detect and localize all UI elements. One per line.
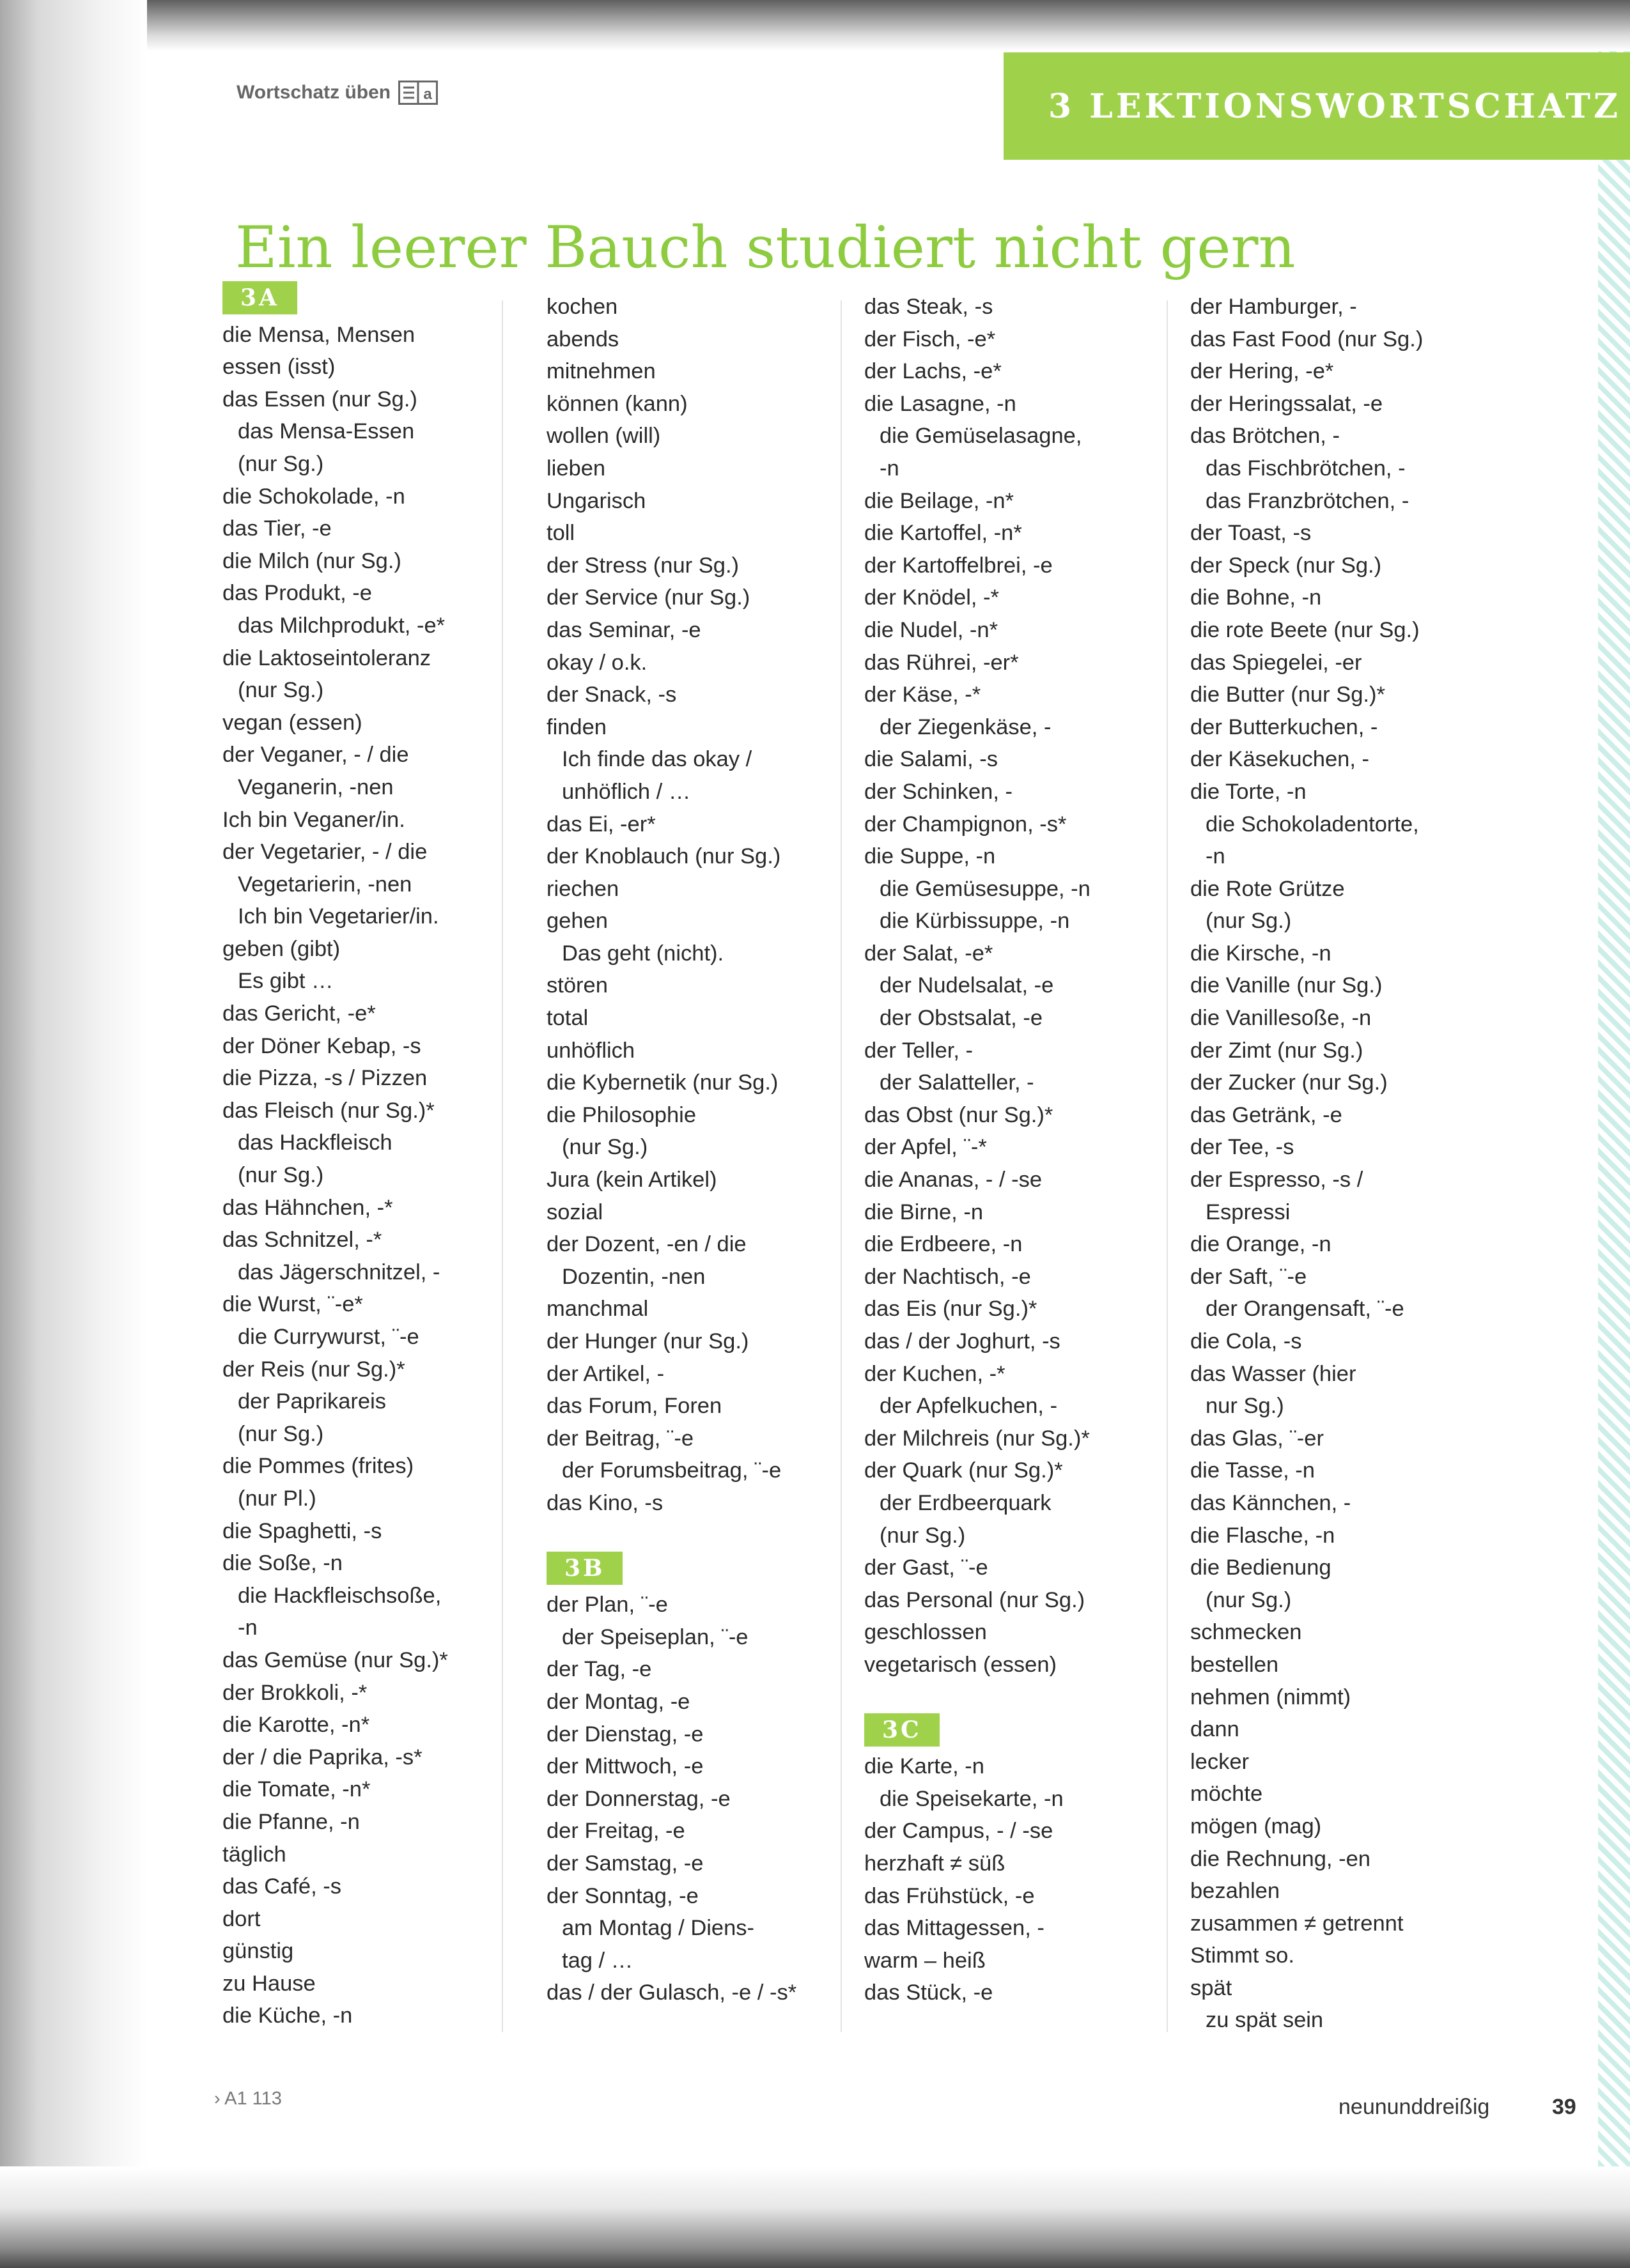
scan-shadow-top [0,0,1630,51]
header-label-text: Wortschatz üben [237,82,391,103]
vocab-entry: die Flasche, -n [1190,1523,1335,1548]
vocab-entry: der Toast, -s [1190,521,1312,546]
vocab-entry: das Glas, ¨-er [1190,1426,1324,1451]
vocab-entry: die Philosophie [547,1102,697,1127]
vocab-entry: das Wasser (hier [1190,1361,1356,1386]
vocab-entry: die Pizza, -s / Pizzen [222,1066,428,1091]
vocab-entry: wollen (will) [547,424,661,449]
vocab-entry: Das geht (nicht). [562,941,724,966]
vocab-entry: der Plan, ¨-e [547,1593,668,1617]
chapter-banner: 3 LEKTIONSWORTSCHATZ [1004,52,1630,160]
vocab-entry: die Bedienung [1190,1555,1331,1580]
section-badge: 3C [864,1713,940,1747]
vocab-entry: sozial [547,1200,603,1224]
vocab-entry: der Nudelsalat, -e [880,973,1054,998]
vocab-entry: geschlossen [864,1620,987,1645]
vocab-entry: das Kännchen, - [1190,1490,1351,1515]
vocab-entry: Es gibt … [238,969,334,994]
vocab-entry: können (kann) [547,391,688,416]
section-badge: 3A [222,281,297,314]
vocab-entry: die Currywurst, ¨-e [238,1325,419,1349]
vocab-entry: der Vegetarier, - / die [222,840,428,865]
vocab-entry: Stimmt so. [1190,1943,1294,1968]
vocab-entry: der Erdbeerquark [880,1490,1052,1515]
vocab-entry: das Hackfleisch [238,1130,392,1155]
vocab-entry: die Karotte, -n* [222,1713,370,1738]
vocab-entry: total [547,1006,589,1031]
vocab-entry: der Orangensaft, ¨-e [1206,1297,1404,1322]
vocab-entry: das Getränk, -e [1190,1102,1342,1127]
vocab-entry: der Saft, ¨-e [1190,1264,1307,1289]
vocab-entry: (nur Sg.) [238,678,324,703]
vocab-entry: essen (isst) [222,355,336,380]
vocab-entry: täglich [222,1842,286,1867]
vocab-entry: die Cola, -s [1190,1329,1302,1354]
vocab-column-2 [547,291,860,2009]
vocab-entry: stören [547,973,608,998]
vocab-entry: das / der Gulasch, -e / -s* [547,1980,797,2005]
vocab-entry: der Zimt (nur Sg.) [1190,1038,1363,1063]
vocab-entry: dort [222,1906,261,1931]
vocab-entry: nehmen (nimmt) [1190,1685,1351,1709]
vocab-entry: kochen [547,295,618,319]
vocab-entry: das Forum, Foren [547,1394,722,1419]
vocab-entry: die Schokoladentorte, [1206,812,1419,837]
vocab-entry: der Schinken, - [864,779,1013,804]
vocab-entry: das Brötchen, - [1190,424,1340,449]
vocab-entry: der Sonntag, -e [547,1883,699,1908]
page-edge-stripe [1598,51,1630,2166]
vocab-entry: der Freitag, -e [547,1819,685,1844]
vocab-entry: die Kirsche, -n [1190,941,1331,966]
vocab-entry: der Kartoffelbrei, -e [864,553,1053,578]
vocab-entry: die Torte, -n [1190,779,1307,804]
vocab-entry: der Salatteller, - [880,1070,1034,1095]
vocab-entry: nur Sg.) [1206,1394,1284,1419]
vocab-entry: tag / … [562,1948,633,1973]
vocab-entry: die Gemüsesuppe, -n [880,876,1091,901]
vocab-entry: manchmal [547,1297,649,1322]
vocab-entry: die Orange, -n [1190,1232,1331,1257]
vocab-entry: der Obstsalat, -e [880,1006,1043,1031]
vocab-entry: der Tag, -e [547,1657,652,1682]
vocab-entry: das Hähnchen, -* [222,1195,393,1220]
vocab-column-1 [222,281,536,2032]
page-number: 39 [1552,2095,1576,2119]
vocab-entry: (nur Sg.) [562,1135,648,1160]
vocab-entry: Ungarisch [547,488,646,513]
vocab-entry: der Nachtisch, -e [864,1264,1031,1289]
vocab-entry: die Suppe, -n [864,844,996,869]
vocab-entry: die Hackfleischsoße, [238,1583,442,1608]
vocab-entry: die Kürbissuppe, -n [880,909,1070,934]
vocab-entry: der Knödel, -* [864,585,999,610]
vocab-entry: die Beilage, -n* [864,488,1014,513]
vocab-entry: das Fischbrötchen, - [1206,456,1406,481]
vocab-entry: der Paprikareis [238,1389,387,1414]
vocab-entry: die Rechnung, -en [1190,1846,1370,1871]
vocab-entry: der Montag, -e [547,1689,690,1714]
vocab-entry: die Vanille (nur Sg.) [1190,973,1383,998]
vocab-entry: das Milchprodukt, -e* [238,613,446,638]
section-gap [547,1520,860,1552]
vocab-entry: der Apfelkuchen, - [880,1394,1058,1419]
vocab-entry: das Steak, -s [864,295,993,319]
vocab-entry: der Butterkuchen, - [1190,714,1378,739]
vocab-entry: der Dienstag, -e [547,1722,704,1747]
vocab-entry: der Apfel, ¨-* [864,1135,987,1160]
vocab-entry: mögen (mag) [1190,1814,1322,1839]
vocab-entry: das Rührei, -er* [864,650,1019,675]
vocab-entry: der Milchreis (nur Sg.)* [864,1426,1090,1451]
vocab-entry: der Hering, -e* [1190,359,1334,384]
vocab-entry: (nur Sg.) [1206,1587,1292,1612]
vocab-entry: der Zucker (nur Sg.) [1190,1070,1388,1095]
vocab-entry: der Döner Kebap, -s [222,1033,421,1058]
page-reference: › A1 113 [214,2088,282,2109]
vocabulary-book-icon [398,81,438,105]
vocab-entry: die Kartoffel, -n* [864,521,1022,546]
vocab-entry: zu spät sein [1206,2008,1324,2033]
vocab-entry: das Gemüse (nur Sg.)* [222,1647,448,1672]
vocab-entry: die Mensa, Mensen [222,322,415,347]
vocab-entry: -n [1206,844,1225,869]
page-number-word: neununddreißig [1339,2095,1490,2119]
vocab-entry: toll [547,521,575,546]
vocab-entry: das Essen (nur Sg.) [222,387,417,412]
vocab-entry: zu Hause [222,1971,316,1996]
vocab-entry: der Forumsbeitrag, ¨-e [562,1458,782,1483]
vocab-entry: der Tee, -s [1190,1135,1294,1160]
vocab-entry: der Teller, - [864,1038,974,1063]
vocab-entry: die Lasagne, -n [864,391,1016,416]
vocab-entry: okay / o.k. [547,650,648,675]
vocab-entry: unhöflich / … [562,779,691,804]
vocab-entry: die Gemüselasagne, [880,424,1082,449]
vocab-entry: der Käsekuchen, - [1190,747,1369,772]
vocab-entry: die Milch (nur Sg.) [222,548,401,573]
vocab-entry: der Dozent, -en / die [547,1232,747,1257]
vocab-entry: das Tier, -e [222,516,332,541]
vocab-entry: finden [547,714,607,739]
scan-shadow-left [0,0,147,2268]
vocab-entry: Ich finde das okay / [562,747,752,772]
vocab-entry: das Eis (nur Sg.)* [864,1297,1037,1322]
vocab-entry: geben (gibt) [222,936,341,961]
vocab-entry: der Hamburger, - [1190,295,1357,319]
vocab-entry: der Brokkoli, -* [222,1680,368,1705]
section-gap [864,1681,1177,1713]
scan-shadow-bottom [0,2166,1630,2268]
vocab-entry: der Campus, - / -se [864,1819,1053,1844]
vocab-entry: der Stress (nur Sg.) [547,553,740,578]
vocab-entry: das Stück, -e [864,1980,993,2005]
vocab-entry: das Frühstück, -e [864,1883,1035,1908]
vocab-entry: die Tomate, -n* [222,1777,371,1802]
vocab-entry: die Speisekarte, -n [880,1786,1064,1811]
vocab-entry: die Rote Grütze [1190,876,1345,901]
vocab-entry: der Samstag, -e [547,1851,704,1876]
vocab-entry: bezahlen [1190,1879,1280,1904]
vocab-entry: das Kino, -s [547,1490,664,1515]
vocab-entry: die Vanillesoße, -n [1190,1006,1372,1031]
section-badge: 3B [547,1552,623,1585]
vocab-entry: das Jägerschnitzel, - [238,1260,440,1284]
vocab-entry: der Espresso, -s / [1190,1168,1363,1192]
vocab-entry: das Mensa-Essen [238,419,415,444]
vocab-entry: das Ei, -er* [547,812,656,837]
vocab-entry: der Snack, -s [547,683,677,707]
vocab-entry: Ich bin Veganer/in. [222,807,405,832]
vocab-entry: (nur Sg.) [238,1163,324,1188]
vocab-entry: das Fleisch (nur Sg.)* [222,1098,435,1123]
vocab-entry: der Heringssalat, -e [1190,391,1383,416]
vocab-entry: die Kybernetik (nur Sg.) [547,1070,779,1095]
vocab-entry: die Schokolade, -n [222,484,405,509]
vocab-entry: der / die Paprika, -s* [222,1745,423,1770]
vocab-entry: die Erdbeere, -n [864,1232,1023,1257]
vocab-entry: das Produkt, -e [222,581,372,606]
vocab-entry: der Donnerstag, -e [547,1786,731,1811]
vocab-entry: das Mittagessen, - [864,1916,1044,1941]
vocab-entry: die Bohne, -n [1190,585,1322,610]
vocab-entry: die Birne, -n [864,1200,984,1224]
vocab-entry: vegan (essen) [222,710,362,735]
vocab-entry: die Nudel, -n* [864,617,998,642]
vocab-entry: das Seminar, -e [547,617,701,642]
vocab-entry: gehen [547,909,608,934]
vocab-entry: das Franzbrötchen, - [1206,488,1409,513]
vocab-entry: Espressi [1206,1200,1291,1224]
vocab-entry: der Mittwoch, -e [547,1754,704,1779]
vocab-entry: Dozentin, -nen [562,1264,706,1289]
vocab-entry: das Obst (nur Sg.)* [864,1102,1053,1127]
vocab-entry: die Wurst, ¨-e* [222,1292,363,1317]
vocab-entry: der Speiseplan, ¨-e [562,1624,749,1649]
vocab-entry: der Quark (nur Sg.)* [864,1458,1063,1483]
vocab-entry: die Spaghetti, -s [222,1518,382,1543]
vocab-entry: möchte [1190,1782,1263,1807]
page-title: Ein leerer Bauch studiert nicht gern [235,214,1296,282]
vocab-entry: das Schnitzel, -* [222,1228,382,1253]
vocab-entry: mitnehmen [547,359,656,384]
svg-text:a: a [423,86,432,103]
vocab-entry: der Hunger (nur Sg.) [547,1329,749,1354]
vocab-entry: -n [880,456,899,481]
vocab-entry: günstig [222,1939,294,1964]
vocab-entry: der Käse, -* [864,683,981,707]
vocab-entry: riechen [547,876,619,901]
vocab-entry: die Soße, -n [222,1551,343,1576]
vocab-entry: der Reis (nur Sg.)* [222,1357,405,1382]
vocab-entry: der Champignon, -s* [864,812,1067,837]
vocab-entry: der Artikel, - [547,1361,665,1386]
vocab-entry: die Butter (nur Sg.)* [1190,683,1385,707]
vocab-entry: der Lachs, -e* [864,359,1002,384]
vocab-column-3 [864,291,1177,2009]
vocab-entry: lecker [1190,1749,1250,1774]
vocab-entry: das Fast Food (nur Sg.) [1190,327,1424,351]
vocab-entry: der Gast, ¨-e [864,1555,988,1580]
vocab-entry: zusammen ≠ getrennt [1190,1911,1404,1936]
vocab-entry: die Karte, -n [864,1754,984,1779]
vocab-entry: das Gericht, -e* [222,1001,376,1026]
vocab-entry: die Salami, -s [864,747,998,772]
vocab-entry: die Pfanne, -n [222,1809,360,1834]
vocab-entry: -n [238,1616,258,1640]
vocab-entry: am Montag / Diens- [562,1916,755,1941]
vocab-entry: Jura (kein Artikel) [547,1168,717,1192]
vocab-entry: (nur Sg.) [238,1421,324,1446]
vocab-entry: warm – heiß [864,1948,986,1973]
vocab-entry: Ich bin Vegetarier/in. [238,904,439,929]
vocab-entry: die Laktoseintoleranz [222,645,431,670]
vocab-entry: der Speck (nur Sg.) [1190,553,1382,578]
vocab-column-4 [1190,291,1503,2037]
vocab-entry: abends [547,327,619,351]
vocab-entry: herzhaft ≠ süß [864,1851,1005,1876]
vocab-entry: der Service (nur Sg.) [547,585,750,610]
vocab-entry: Vegetarierin, -nen [238,872,412,897]
vocab-entry: spät [1190,1975,1232,2000]
vocab-entry: der Kuchen, -* [864,1361,1005,1386]
vocab-entry: das Personal (nur Sg.) [864,1587,1085,1612]
vocab-entry: bestellen [1190,1652,1279,1677]
vocab-entry: (nur Sg.) [880,1523,966,1548]
vocab-entry: schmecken [1190,1620,1302,1645]
vocab-entry: die Tasse, -n [1190,1458,1315,1483]
vocab-entry: der Ziegenkäse, - [880,714,1052,739]
header-label [237,81,438,105]
vocab-entry: die Küche, -n [222,2003,353,2028]
vocab-entry: Veganerin, -nen [238,775,394,799]
vocab-entry: der Knoblauch (nur Sg.) [547,844,781,869]
vocab-entry: der Veganer, - / die [222,743,409,768]
vocab-entry: das / der Joghurt, -s [864,1329,1060,1354]
vocab-entry: das Café, -s [222,1874,341,1899]
vocab-entry: unhöflich [547,1038,635,1063]
vocab-entry: dann [1190,1717,1239,1742]
vocab-entry: der Beitrag, ¨-e [547,1426,694,1451]
vocab-entry: das Spiegelei, -er [1190,650,1362,675]
vocab-entry: die Ananas, - / -se [864,1168,1043,1192]
vocab-entry: der Fisch, -e* [864,327,996,351]
vocab-entry: lieben [547,456,606,481]
vocab-entry: vegetarisch (essen) [864,1652,1057,1677]
vocab-entry: (nur Sg.) [238,451,324,476]
vocab-entry: die Pommes (frites) [222,1454,414,1479]
vocab-entry: (nur Sg.) [1206,909,1292,934]
vocab-entry: (nur Pl.) [238,1486,316,1511]
vocab-entry: der Salat, -e* [864,941,993,966]
vocab-entry: die rote Beete (nur Sg.) [1190,617,1420,642]
